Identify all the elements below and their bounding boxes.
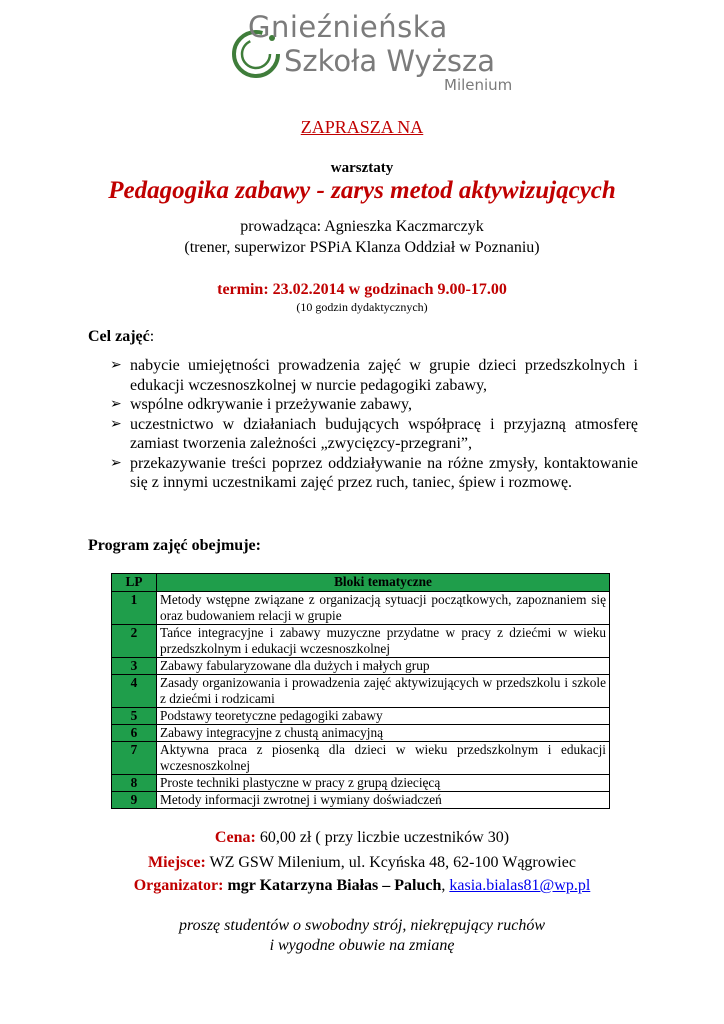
place-label: Miejsce:: [148, 854, 206, 871]
list-item: [110, 395, 638, 415]
list-item: [110, 356, 638, 395]
goal-text: uczestnictwo w działaniach budujących współpracę i przyjazną atmosferę zamiast tworzenia zależności „zwycięzcy-przegrani”,: [130, 415, 638, 452]
row-topic: Podstawy teoretyczne pedagogiki zabawy: [157, 708, 610, 725]
logo-text-line1: Gnieźnieńska: [248, 10, 448, 44]
row-number: 6: [112, 725, 157, 742]
table-row: [112, 708, 610, 725]
organizer-email-link[interactable]: kasia.bialas81@wp.pl: [449, 877, 591, 894]
row-number: 8: [112, 775, 157, 792]
organizer-separator: ,: [441, 877, 450, 894]
row-number: 2: [112, 625, 157, 658]
event-title: Pedagogika zabawy - zarys metod aktywizujących: [108, 177, 616, 204]
goals-list: [110, 356, 638, 493]
invite-heading: ZAPRASZA NA: [300, 117, 424, 137]
arrow-bullet-icon: ➢: [110, 396, 122, 412]
table-row: [112, 658, 610, 675]
logo-text-line3: Milenium: [444, 76, 513, 94]
row-topic: Metody wstępne związane z organizacją sytuacji początkowych, zapoznaniem się oraz budowaniem relacji w grupie: [157, 592, 610, 625]
dress-note-line1: proszę studentów o swobodny strój, niekrępujący ruchów: [178, 917, 546, 934]
table-header-row: [112, 574, 610, 592]
row-topic: Zabawy fabularyzowane dla dużych i małych grup: [157, 658, 610, 675]
arrow-bullet-icon: ➢: [110, 357, 122, 373]
row-topic: Proste techniki plastyczne w pracy z grupą dziecięcą: [157, 775, 610, 792]
table-row: [112, 775, 610, 792]
program-heading: Program zajęć obejmuje:: [88, 537, 261, 554]
event-hours: (10 godzin dydaktycznych): [296, 300, 428, 314]
row-topic: Aktywna praca z piosenką dla dzieci w wieku przedszkolnym i edukacji wczesnoszkolnej: [157, 742, 610, 775]
goal-text: przekazywanie treści poprzez oddziaływanie na różne zmysły, kontaktowanie się z innymi uczestnikami zajęć przez ruch, taniec, śpiew i rozmowę.: [130, 454, 638, 491]
row-topic: Tańce integracyjne i zabawy muzyczne przydatne w pracy z dziećmi w wieku przedszkolnym i edukacji wczesnoszkolnej: [157, 625, 610, 658]
place-value: WZ GSW Milenium, ul. Kcyńska 48, 62-100 Wągrowiec: [205, 854, 576, 871]
goals-heading-label: Cel zajęć: [88, 328, 150, 345]
arrow-bullet-icon: ➢: [110, 454, 122, 471]
table-row: [112, 725, 610, 742]
dress-note-line2: i wygodne obuwie na zmianę: [269, 937, 455, 954]
row-number: 3: [112, 658, 157, 675]
table-row: [112, 592, 610, 625]
price-label: Cena:: [214, 829, 256, 846]
leader-role: (trener, superwizor PSPiA Klanza Oddział w Poznaniu): [184, 239, 540, 256]
event-term: termin: 23.02.2014 w godzinach 9.00-17.00: [217, 281, 507, 298]
organizer-line: [0, 877, 724, 895]
arrow-bullet-icon: ➢: [110, 415, 122, 432]
row-number: 7: [112, 742, 157, 775]
row-number: 9: [112, 792, 157, 809]
list-item: [110, 454, 638, 493]
organizer-name: mgr Katarzyna Białas – Paluch: [223, 877, 442, 894]
column-header-topics: Bloki tematyczne: [157, 574, 610, 592]
goals-heading: [88, 328, 154, 346]
table-row: [112, 625, 610, 658]
event-kind: warsztaty: [330, 160, 394, 176]
row-number: 1: [112, 592, 157, 625]
column-header-lp: LP: [112, 574, 157, 592]
price-line: [0, 829, 724, 847]
row-topic: Zabawy integracyjne z chustą animacyjną: [157, 725, 610, 742]
table-row: [112, 675, 610, 708]
table-row: [112, 792, 610, 809]
school-logo: [228, 8, 528, 100]
goals-heading-colon: :: [149, 328, 155, 345]
list-item: [110, 415, 638, 454]
place-line: [0, 854, 724, 872]
logo-text-line2: Szkoła Wyższa: [284, 44, 496, 78]
goal-text: nabycie umiejętności prowadzenia zajęć w grupie dzieci przedszkolnych i edukacji wczesnoszkolnej w nurcie pedagogiki zabawy,: [130, 357, 638, 394]
row-topic: Metody informacji zwrotnej i wymiany doświadczeń: [157, 792, 610, 809]
price-value: 60,00 zł ( przy liczbie uczestników 30): [255, 829, 510, 846]
table-row: [112, 742, 610, 775]
organizer-label: Organizator:: [133, 877, 224, 894]
row-number: 4: [112, 675, 157, 708]
leader-name: prowadząca: Agnieszka Kaczmarczyk: [240, 218, 484, 235]
row-topic: Zasady organizowania i prowadzenia zajęć aktywizujących w przedszkolu i szkole z dziećmi i rodzicami: [157, 675, 610, 708]
program-table: [111, 573, 610, 809]
goal-text: wspólne odkrywanie i przeżywanie zabawy,: [130, 396, 412, 413]
row-number: 5: [112, 708, 157, 725]
